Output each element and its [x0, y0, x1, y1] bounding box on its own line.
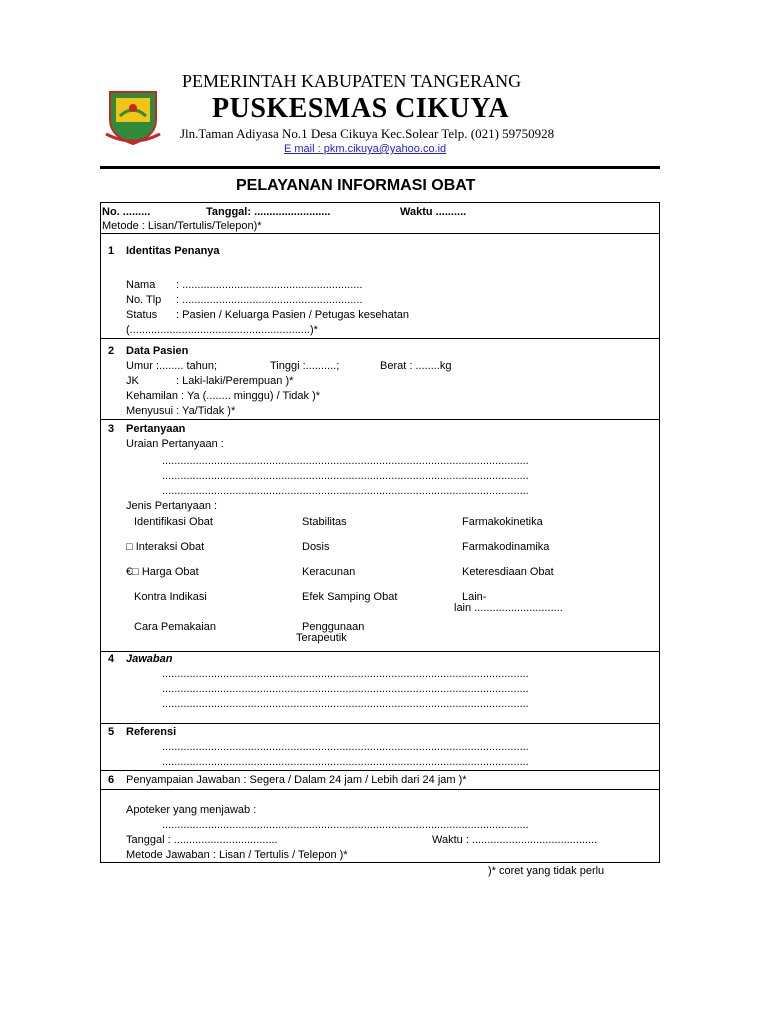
tanggal-jawab-field[interactable]: Tanggal : .................................. [126, 834, 278, 846]
divider [100, 723, 660, 724]
nama-field[interactable]: : ........................................................... [176, 279, 363, 291]
divider [100, 338, 660, 339]
umur-field[interactable]: Umur :........ tahun; [126, 360, 218, 372]
referensi-line[interactable]: ........................................................................................................................ [162, 756, 529, 768]
uraian-line[interactable]: ........................................................................................................................ [162, 455, 529, 467]
apoteker-line[interactable]: ........................................................................................................................ [162, 819, 529, 831]
section-number: 6 [108, 774, 115, 786]
footnote: )* coret yang tidak perlu [488, 865, 605, 877]
divider [100, 770, 660, 771]
uraian-line[interactable]: ........................................................................................................................ [162, 470, 529, 482]
option-identifikasi[interactable]: Identifikasi Obat [134, 516, 213, 528]
option-penggunaan-cont: Terapeutik [296, 632, 347, 644]
jk-field[interactable]: : Laki-laki/Perempuan )* [176, 375, 294, 387]
berat-field[interactable]: Berat : ........kg [380, 360, 452, 372]
uraian-line[interactable]: ........................................................................................................................ [162, 485, 529, 497]
option-farmakokinetika[interactable]: Farmakokinetika [462, 516, 543, 528]
kehamilan-field[interactable]: Kehamilan : Ya (........ minggu) / Tidak )* [126, 390, 321, 402]
metode-jawab-field[interactable]: Metode Jawaban : Lisan / Tertulis / Telepon )* [126, 849, 348, 861]
option-lain-field[interactable]: lain ............................. [454, 602, 563, 614]
jawaban-line[interactable]: ........................................................................................................................ [162, 668, 529, 680]
tlp-label: No. Tlp [126, 294, 162, 306]
logo [102, 86, 164, 148]
apoteker-label: Apoteker yang menjawab : [126, 804, 257, 816]
section-number: 5 [108, 726, 115, 738]
option-ketersediaan[interactable]: Keteresdiaan Obat [462, 566, 554, 578]
metode-field[interactable]: Metode : Lisan/Tertulis/Telepon)* [102, 220, 262, 232]
referensi-line[interactable]: ........................................................................................................................ [162, 741, 529, 753]
section-title: Referensi [126, 726, 177, 738]
address: Jln.Taman Adiyasa No.1 Desa Cikuya Kec.Solear Telp. (021) 59750928 [180, 126, 555, 141]
option-lain[interactable]: Lain- [462, 591, 487, 603]
option-interaksi[interactable]: □ Interaksi Obat [126, 541, 205, 553]
jawaban-line[interactable]: ........................................................................................................................ [162, 698, 529, 710]
option-efek[interactable]: Efek Samping Obat [302, 591, 398, 603]
option-keracunan[interactable]: Keracunan [302, 566, 356, 578]
puskesmas-name: PUSKESMAS CIKUYA [212, 93, 510, 124]
email-link[interactable]: E mail : pkm.cikuya@yahoo.co.id [284, 143, 447, 155]
form-title: PELAYANAN INFORMASI OBAT [236, 177, 476, 194]
waktu-field[interactable]: Waktu .......... [400, 206, 467, 218]
header-rule [100, 166, 660, 169]
no-field[interactable]: No. ......... [102, 206, 151, 218]
penyampaian-field[interactable]: Penyampaian Jawaban : Segera / Dalam 24 jam / Lebih dari 24 jam )* [126, 774, 467, 786]
tanggal-field[interactable]: Tanggal: ......................... [206, 206, 331, 218]
menyusui-field[interactable]: Menyusui : Ya/Tidak )* [126, 405, 236, 417]
jenis-label: Jenis Pertanyaan : [126, 500, 218, 512]
section-number: 3 [108, 423, 115, 435]
status-field[interactable]: : Pasien / Keluarga Pasien / Petugas kesehatan [176, 309, 409, 321]
status-other-field[interactable]: (...........................................................)* [126, 324, 318, 336]
tlp-field[interactable]: : ........................................................... [176, 294, 363, 306]
uraian-label: Uraian Pertanyaan : [126, 438, 224, 450]
section-number: 1 [108, 245, 115, 257]
option-cara[interactable]: Cara Pemakaian [134, 621, 216, 633]
option-harga[interactable]: €□ Harga Obat [126, 566, 199, 578]
option-dosis[interactable]: Dosis [302, 541, 330, 553]
section-title: Identitas Penanya [126, 245, 220, 257]
gov-name: PEMERINTAH KABUPATEN TANGERANG [182, 71, 522, 91]
divider [100, 419, 660, 420]
nama-label: Nama [126, 279, 156, 291]
option-stabilitas[interactable]: Stabilitas [302, 516, 347, 528]
jawaban-line[interactable]: ........................................................................................................................ [162, 683, 529, 695]
section-title: Jawaban [126, 653, 173, 665]
option-kontra[interactable]: Kontra Indikasi [134, 591, 207, 603]
divider [100, 233, 660, 234]
divider [100, 789, 660, 790]
option-penggunaan[interactable]: Penggunaan [302, 621, 365, 633]
jk-label: JK [126, 375, 139, 387]
divider [100, 651, 660, 652]
section-number: 2 [108, 345, 115, 357]
section-title: Data Pasien [126, 345, 189, 357]
tinggi-field[interactable]: Tinggi :..........; [270, 360, 340, 372]
section-title: Pertanyaan [126, 423, 186, 435]
status-label: Status [126, 309, 158, 321]
waktu-jawab-field[interactable]: Waktu : ......................................... [432, 834, 598, 846]
section-number: 4 [108, 653, 115, 665]
option-farmakodinamika[interactable]: Farmakodinamika [462, 541, 550, 553]
